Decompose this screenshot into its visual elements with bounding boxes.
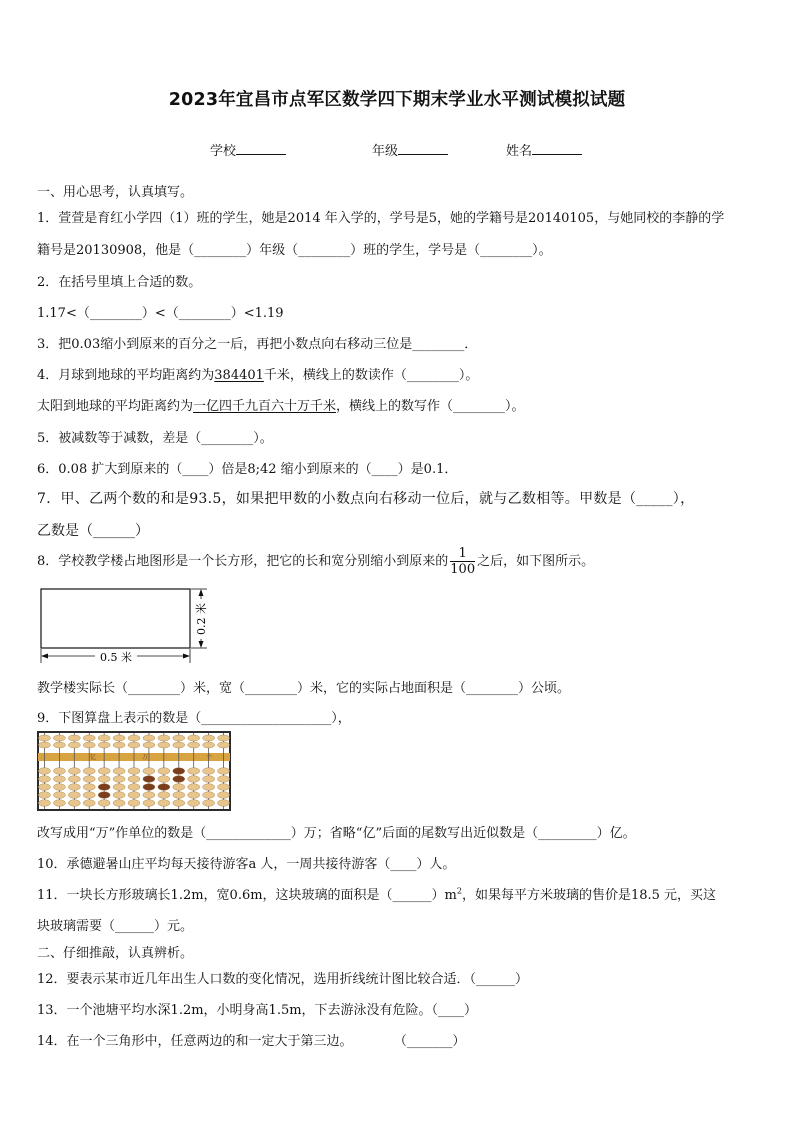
abacus-bead bbox=[128, 800, 140, 807]
abacus-bead bbox=[113, 800, 125, 807]
abacus-bead bbox=[203, 768, 215, 775]
abacus-bead bbox=[218, 800, 230, 807]
abacus-bead bbox=[128, 784, 140, 791]
abacus-bead bbox=[143, 742, 155, 748]
abacus-bead bbox=[218, 784, 230, 791]
question-13: 13．一个池塘平均水深1.2m，小明身高1.5m，下去游泳没有危险。（____） bbox=[37, 1003, 478, 1018]
q11-superscript: 2 bbox=[456, 886, 462, 896]
abacus-bead bbox=[143, 792, 155, 799]
abacus-label-ge: 个 bbox=[205, 754, 213, 761]
abacus-bead bbox=[38, 735, 50, 741]
q11-suffix: ，如果每平方米玻璃的售价是18.5 元，买这 bbox=[461, 888, 717, 903]
abacus-bead bbox=[53, 784, 65, 791]
abacus-bead bbox=[203, 735, 215, 741]
q4-b-prefix: 太阳到地球的平均距离约为 bbox=[37, 399, 194, 414]
question-7-line-2: 乙数是（______） bbox=[37, 523, 149, 539]
school-field bbox=[210, 140, 286, 159]
question-9-line-2: 改写成用“万”作单位的数是（_____________）万；省略“亿”后面的尾数写出近似数是（_________）亿。 bbox=[37, 826, 636, 841]
width-label: 0.5 米 bbox=[100, 651, 132, 664]
question-2-line-2: 1.17<（________）<（________）<1.19 bbox=[37, 306, 284, 321]
abacus-bead bbox=[158, 735, 170, 741]
name-blank bbox=[532, 143, 582, 155]
abacus-bead bbox=[98, 735, 110, 741]
abacus-bead bbox=[188, 768, 200, 775]
abacus-bead bbox=[203, 784, 215, 791]
abacus-bead bbox=[218, 792, 230, 799]
abacus-bead bbox=[38, 776, 50, 783]
question-5: 5．被减数等于减数，差是（________）。 bbox=[37, 431, 273, 446]
abacus-bead bbox=[218, 735, 230, 741]
abacus-figure bbox=[37, 731, 231, 811]
school-label: 学校 bbox=[210, 144, 237, 159]
q11-prefix: 11．一块长方形玻璃长1.2m，宽0.6m，这块玻璃的面积是（______）m bbox=[37, 888, 457, 903]
abacus-bead bbox=[113, 792, 125, 799]
q8-prefix: 8．学校教学楼占地图形是一个长方形，把它的长和宽分别缩小到原来的 bbox=[37, 554, 449, 569]
abacus-bead bbox=[98, 776, 110, 783]
abacus-bead bbox=[53, 742, 65, 748]
abacus-bead bbox=[53, 735, 65, 741]
abacus-bead bbox=[68, 792, 80, 799]
abacus-bead bbox=[68, 800, 80, 807]
abacus-bead bbox=[98, 792, 110, 799]
section-heading-two: 二、仔细推敲，认真辨析。 bbox=[37, 946, 194, 961]
question-2-line-1: 2．在括号里填上合适的数。 bbox=[37, 275, 202, 290]
question-8-line-1 bbox=[37, 546, 761, 577]
question-1-line-1: 1．萱萱是育红小学四（1）班的学生，她是2014 年入学的，学号是5，她的学籍号是20140105，与她同校的李静的学 bbox=[37, 211, 725, 226]
question-11-line-2: 块玻璃需要（______）元。 bbox=[37, 919, 194, 934]
abacus-bead bbox=[113, 735, 125, 741]
building-rectangle bbox=[41, 589, 190, 648]
abacus-bead bbox=[203, 800, 215, 807]
question-7-line-1: 7．甲、乙两个数的和是93.5，如果把甲数的小数点向右移动一位后，就与乙数相等。甲数是（_____）， bbox=[37, 491, 695, 507]
abacus-bead bbox=[83, 800, 95, 807]
question-11-line-1 bbox=[37, 884, 761, 903]
question-1-line-2: 籍号是20130908，他是（________）年级（________）班的学生，学号是（________）。 bbox=[37, 243, 552, 258]
abacus-bead bbox=[188, 776, 200, 783]
height-label: 0.2 米 bbox=[195, 603, 208, 635]
abacus-bead bbox=[173, 742, 185, 748]
grade-label: 年级 bbox=[372, 144, 399, 159]
question-12: 12．要表示某市近几年出生人口数的变化情况，选用折线统计图比较合适．（______） bbox=[37, 972, 529, 987]
section-heading-one: 一、用心思考，认真填写。 bbox=[37, 185, 194, 200]
abacus-bead bbox=[128, 735, 140, 741]
abacus-bead bbox=[143, 800, 155, 807]
abacus-bead bbox=[158, 800, 170, 807]
abacus-bead bbox=[143, 768, 155, 775]
abacus-bead bbox=[53, 792, 65, 799]
rectangle-figure bbox=[37, 585, 217, 665]
abacus-bead bbox=[83, 768, 95, 775]
fraction-numerator: 1 bbox=[450, 546, 475, 562]
abacus-bead bbox=[83, 742, 95, 748]
abacus-bead bbox=[83, 776, 95, 783]
grade-blank bbox=[398, 143, 448, 155]
abacus-bead bbox=[38, 768, 50, 775]
abacus-bead bbox=[143, 735, 155, 741]
abacus-bead bbox=[158, 742, 170, 748]
abacus-bead bbox=[68, 742, 80, 748]
q4-b-suffix: ，横线上的数写作（________）。 bbox=[336, 399, 525, 414]
abacus-bead bbox=[218, 776, 230, 783]
abacus-bead bbox=[173, 792, 185, 799]
question-3: 3．把0.03缩小到原来的百分之一后，再把小数点向右移动三位是________． bbox=[37, 337, 478, 352]
abacus-bead bbox=[53, 768, 65, 775]
question-8-answer: 教学楼实际长（________）米，宽（________）米，它的实际占地面积是（________）公顷。 bbox=[37, 681, 571, 696]
abacus-bead bbox=[113, 768, 125, 775]
name-field bbox=[506, 140, 582, 159]
q4-a-suffix: 千米，横线上的数读作（________）。 bbox=[263, 368, 479, 383]
abacus-bead bbox=[158, 776, 170, 783]
abacus-bead bbox=[53, 776, 65, 783]
abacus-bead bbox=[98, 768, 110, 775]
abacus-bead bbox=[68, 776, 80, 783]
abacus-bead bbox=[188, 792, 200, 799]
abacus-bead bbox=[68, 735, 80, 741]
fraction-one-hundredth bbox=[450, 546, 475, 577]
abacus-bead bbox=[38, 742, 50, 748]
abacus-label-wan: 万 bbox=[141, 754, 149, 761]
abacus-bead bbox=[98, 784, 110, 791]
abacus-bead bbox=[113, 742, 125, 748]
abacus-bead bbox=[173, 768, 185, 775]
abacus-bead bbox=[38, 784, 50, 791]
abacus-bead bbox=[173, 784, 185, 791]
abacus-bead bbox=[128, 776, 140, 783]
question-14: 14．在一个三角形中，任意两边的和一定大于第三边。 （_______） bbox=[37, 1034, 466, 1049]
abacus-bead bbox=[98, 800, 110, 807]
abacus-bead bbox=[53, 800, 65, 807]
abacus-bead bbox=[188, 800, 200, 807]
abacus-bead bbox=[158, 768, 170, 775]
abacus-bead bbox=[68, 768, 80, 775]
q4-a-underlined-number: 384401 bbox=[214, 368, 264, 383]
abacus-bead bbox=[38, 800, 50, 807]
school-blank bbox=[236, 143, 286, 155]
abacus-bead bbox=[173, 800, 185, 807]
abacus-bead bbox=[83, 735, 95, 741]
abacus-bead bbox=[143, 776, 155, 783]
question-4-line-2 bbox=[37, 395, 761, 414]
question-9-line-1: 9．下图算盘上表示的数是（____________________）， bbox=[37, 711, 351, 726]
q4-a-prefix: 4．月球到地球的平均距离约为 bbox=[37, 368, 215, 383]
abacus-bead bbox=[203, 776, 215, 783]
abacus-bead bbox=[188, 735, 200, 741]
abacus-bead bbox=[158, 784, 170, 791]
abacus-bead bbox=[68, 784, 80, 791]
abacus-bead bbox=[113, 784, 125, 791]
abacus-bead bbox=[158, 792, 170, 799]
question-6: 6．0.08 扩大到原来的（____）倍是8;42 缩小到原来的（____）是0.1． bbox=[37, 462, 458, 477]
abacus-bead bbox=[128, 792, 140, 799]
question-10: 10．承德避暑山庄平均每天接待游客a 人，一周共接待游客（____）人。 bbox=[37, 857, 456, 872]
name-label: 姓名 bbox=[506, 144, 533, 159]
abacus-bead bbox=[203, 792, 215, 799]
abacus-bead bbox=[83, 784, 95, 791]
abacus-bead bbox=[188, 742, 200, 748]
fraction-denominator: 100 bbox=[450, 562, 476, 577]
grade-field bbox=[372, 140, 448, 159]
abacus-bead bbox=[188, 784, 200, 791]
abacus-bead bbox=[113, 776, 125, 783]
abacus-bead bbox=[83, 792, 95, 799]
question-4-line-1 bbox=[37, 364, 761, 383]
abacus-bead bbox=[98, 742, 110, 748]
abacus-bead bbox=[38, 792, 50, 799]
abacus-bead bbox=[128, 768, 140, 775]
abacus-bead bbox=[173, 776, 185, 783]
q4-b-underlined-number: 一亿四千九百六十万千米 bbox=[193, 399, 337, 414]
abacus-bead bbox=[143, 784, 155, 791]
abacus-bead bbox=[203, 742, 215, 748]
abacus-bead bbox=[218, 742, 230, 748]
abacus-bead bbox=[218, 768, 230, 775]
q8-suffix: 之后，如下图所示。 bbox=[477, 554, 595, 569]
abacus-bead bbox=[173, 735, 185, 741]
abacus-bead bbox=[128, 742, 140, 748]
page-title: 2023年宜昌市点军区数学四下期末学业水平测试模拟试题 bbox=[168, 90, 626, 110]
abacus-label-yi: 亿 bbox=[89, 754, 97, 761]
